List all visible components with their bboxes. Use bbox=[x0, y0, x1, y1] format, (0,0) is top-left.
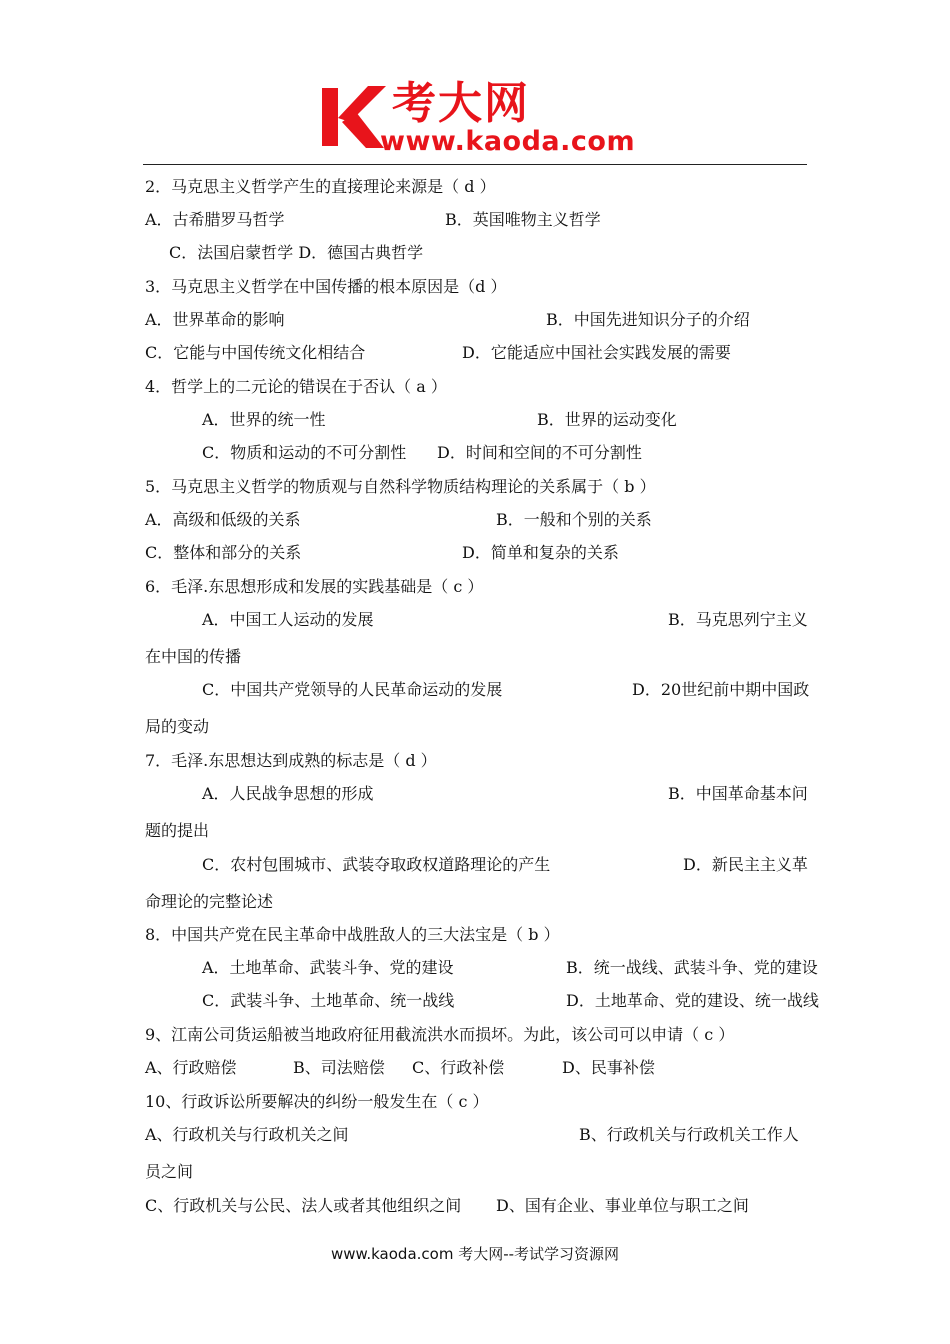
option-continued: 在中国的传播 bbox=[145, 647, 242, 666]
header-divider bbox=[143, 164, 807, 165]
question-stem: 2．马克思主义哲学产生的直接理论来源是（ d ） bbox=[145, 177, 496, 196]
question-stem: 10、行政诉讼所要解决的纠纷一般发生在（ c ） bbox=[145, 1092, 489, 1111]
option: B．统一战线、武装斗争、党的建设 bbox=[566, 958, 818, 977]
option: B．英国唯物主义哲学 bbox=[445, 210, 601, 229]
option: B、司法赔偿 bbox=[293, 1058, 385, 1077]
option: A．古希腊罗马哲学 bbox=[145, 210, 285, 229]
option-continued: 命理论的完整论述 bbox=[145, 892, 274, 911]
option: D．新民主主义革 bbox=[683, 855, 808, 874]
question-stem: 3．马克思主义哲学在中国传播的根本原因是（d ） bbox=[145, 277, 507, 296]
option: B．世界的运动变化 bbox=[537, 410, 677, 429]
option: C、行政机关与公民、法人或者其他组织之间 bbox=[145, 1196, 462, 1215]
option: C．物质和运动的不可分割性 bbox=[202, 443, 407, 462]
option: D、民事补偿 bbox=[562, 1058, 655, 1077]
option: B．中国革命基本问 bbox=[668, 784, 808, 803]
option: A．中国工人运动的发展 bbox=[202, 610, 374, 629]
option: C．中国共产党领导的人民革命运动的发展 bbox=[202, 680, 503, 699]
option: A．土地革命、武装斗争、党的建设 bbox=[202, 958, 454, 977]
option: C．武装斗争、土地革命、统一战线 bbox=[202, 991, 455, 1010]
option-continued: 题的提出 bbox=[145, 821, 210, 840]
option: C．农村包围城市、武装夺取政权道路理论的产生 bbox=[202, 855, 551, 874]
page-footer: www.kaoda.com 考大网--考试学习资源网 bbox=[330, 1245, 620, 1263]
question-stem: 8．中国共产党在民主革命中战胜敌人的三大法宝是（ b ） bbox=[145, 925, 560, 944]
option: C．整体和部分的关系 bbox=[145, 543, 302, 562]
option: A．人民战争思想的形成 bbox=[202, 784, 374, 803]
option: D．时间和空间的不可分割性 bbox=[437, 443, 642, 462]
question-stem: 9、江南公司货运船被当地政府征用截流洪水而损坏。为此，该公司可以申请（ c ） bbox=[145, 1025, 735, 1044]
option: D．简单和复杂的关系 bbox=[462, 543, 619, 562]
option: B、行政机关与行政机关工作人 bbox=[579, 1125, 799, 1144]
option: C．法国启蒙哲学 D．德国古典哲学 bbox=[169, 243, 424, 262]
option-continued: 员之间 bbox=[145, 1162, 194, 1181]
option: C．它能与中国传统文化相结合 bbox=[145, 343, 366, 362]
option: D．20世纪前中期中国政 bbox=[632, 680, 810, 699]
option: A．世界的统一性 bbox=[202, 410, 326, 429]
logo-url: www.kaoda.com bbox=[380, 126, 636, 157]
option: A．世界革命的影响 bbox=[145, 310, 285, 329]
option: B．一般和个别的关系 bbox=[496, 510, 652, 529]
option-continued: 局的变动 bbox=[145, 717, 210, 736]
question-stem: 5．马克思主义哲学的物质观与自然科学物质结构理论的关系属于（ b ） bbox=[145, 477, 656, 496]
logo-chinese-name: 考大网 bbox=[392, 78, 530, 129]
option: A．高级和低级的关系 bbox=[145, 510, 301, 529]
option: D．它能适应中国社会实践发展的需要 bbox=[462, 343, 731, 362]
option: A、行政赔偿 bbox=[145, 1058, 237, 1077]
question-stem: 7．毛泽.东思想达到成熟的标志是（ d ） bbox=[145, 751, 437, 770]
k-logo-icon bbox=[318, 82, 388, 152]
option: D、国有企业、事业单位与职工之间 bbox=[496, 1196, 749, 1215]
kaoda-logo bbox=[318, 80, 648, 160]
option: D．土地革命、党的建设、统一战线 bbox=[566, 991, 819, 1010]
option: C、行政补偿 bbox=[412, 1058, 505, 1077]
question-stem: 6．毛泽.东思想形成和发展的实践基础是（ c ） bbox=[145, 577, 484, 596]
option: B．马克思列宁主义 bbox=[668, 610, 808, 629]
question-stem: 4．哲学上的二元论的错误在于否认（ a ） bbox=[145, 377, 447, 396]
option: A、行政机关与行政机关之间 bbox=[145, 1125, 349, 1144]
option: B．中国先进知识分子的介绍 bbox=[546, 310, 750, 329]
